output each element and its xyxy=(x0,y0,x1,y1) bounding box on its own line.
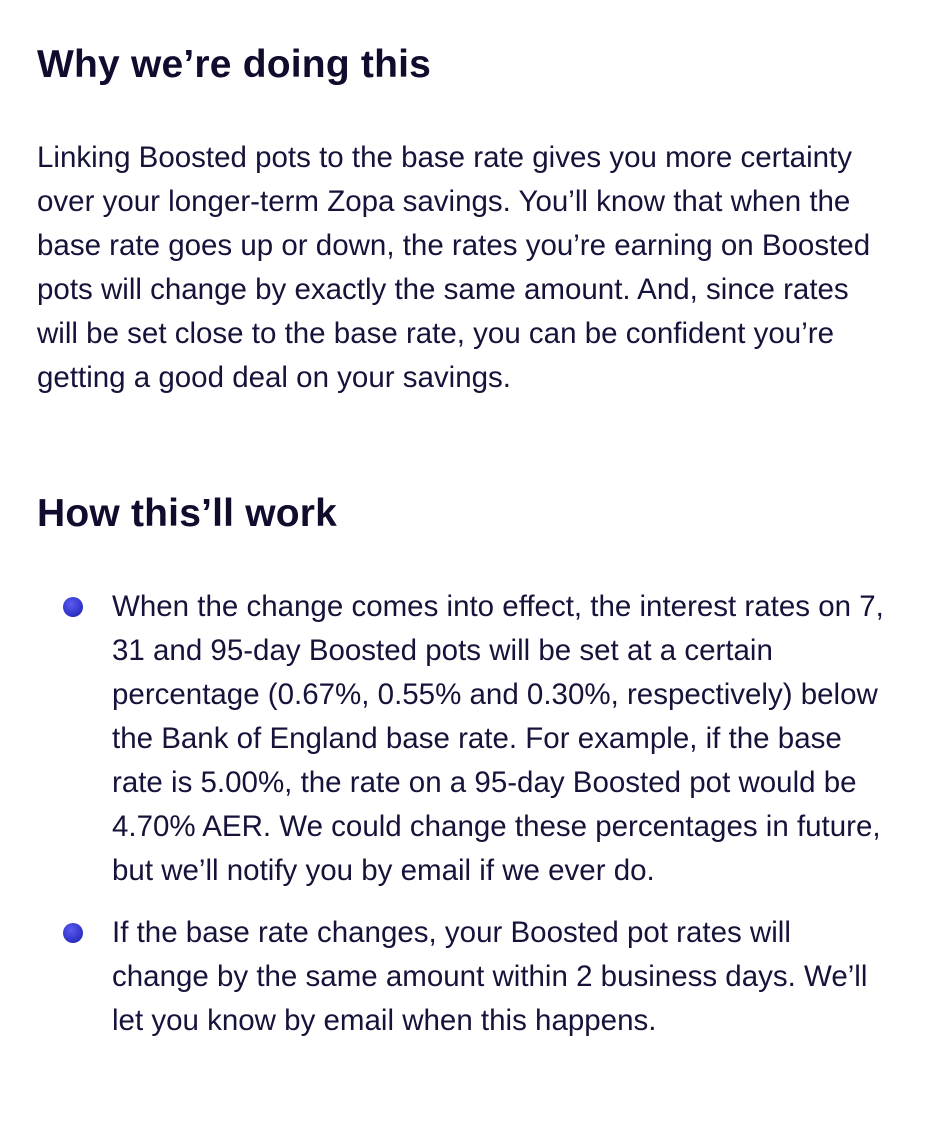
list-item-text: If the base rate changes, your Boosted pot rates will change by the same amount within 2 business days. We’ll let you know by email when this happens. xyxy=(112,916,868,1037)
section-heading-why: Why we’re doing this xyxy=(37,43,432,86)
bullet-dot-icon xyxy=(63,597,83,617)
list-item-text: When the change comes into effect, the interest rates on 7, 31 and 95-day Boosted pots will be set at a certain percentage (0.67%, 0.55% and 0.30%, respectively) below the Bank of England base rate. For example, if the base rate is 5.00%, the rate on a 95-day Boosted pot would be 4.70% AER. We could change these percentages in future, but we’ll notify you by email if we ever do. xyxy=(112,590,884,887)
how-it-works-list xyxy=(0,585,935,1043)
section-heading-how: How this’ll work xyxy=(37,492,338,535)
bullet-dot-icon xyxy=(63,923,83,943)
section-paragraph-why: Linking Boosted pots to the base rate gives you more certainty over your longer-term Zopa savings. You’ll know that when the base rate goes up or down, the rates you’re earning on Boosted pots will change by exactly the same amount. And, since rates will be set close to the base rate, you can be confident you’re getting a good deal on your savings. xyxy=(37,141,871,394)
list-item xyxy=(0,585,935,893)
list-item xyxy=(0,911,935,1043)
